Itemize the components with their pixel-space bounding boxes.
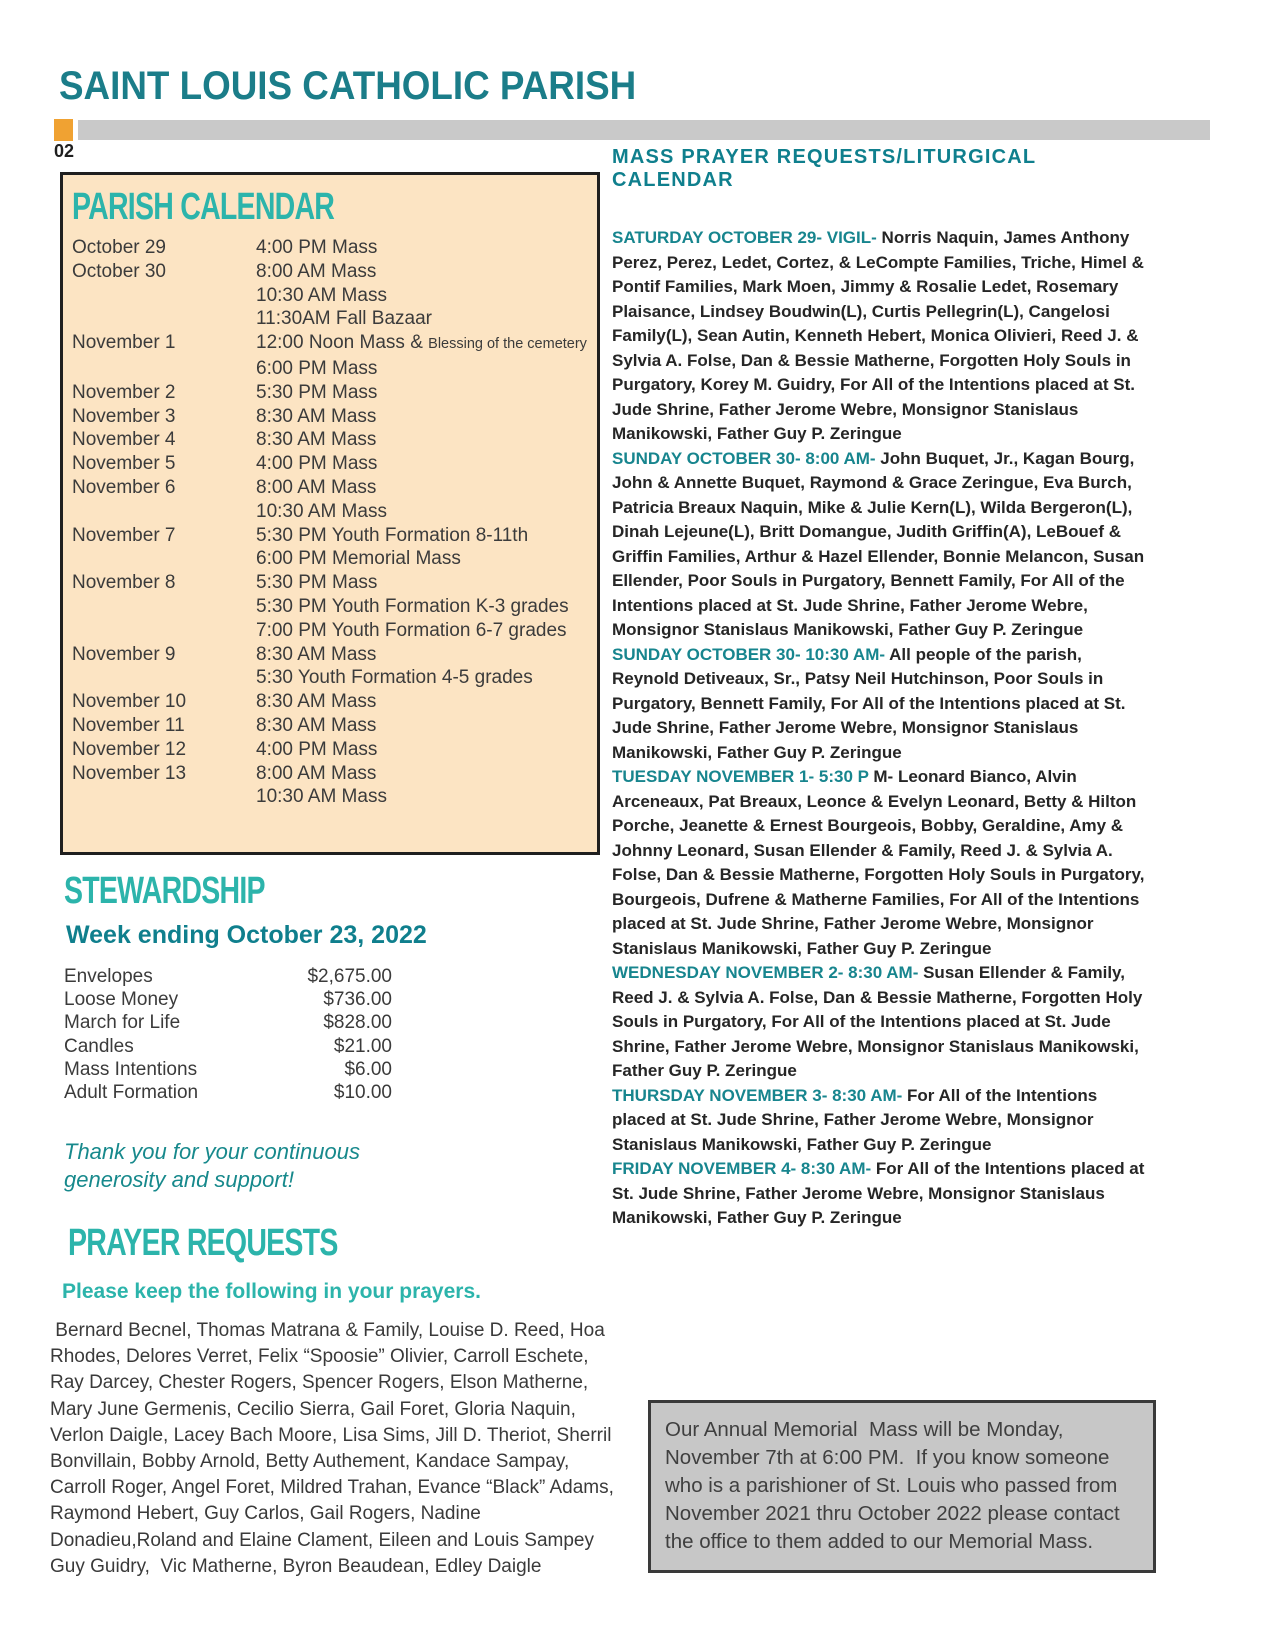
calendar-entry xyxy=(72,381,589,405)
mass-request-names: For All of the Intentions placed at St. Jude Shrine, Father Jerome Webre, Monsignor Stanislaus Manikowski, Father Guy P. Zeringue xyxy=(612,1159,1145,1227)
mass-request-entry xyxy=(612,447,1152,643)
calendar-entry xyxy=(72,571,589,642)
thank-you-note: Thank you for your continuous generosity and support! xyxy=(64,1139,360,1192)
mass-request-entry xyxy=(612,765,1152,961)
calendar-date: November 6 xyxy=(72,476,176,498)
memorial-mass-notice: Our Annual Memorial Mass will be Monday, November 7th at 6:00 PM. If you know someone who is a parishioner of St. Louis who passed from November 2021 thru October 2022 please contact the office to them added to our Memorial Mass. xyxy=(648,1400,1156,1573)
calendar-event: 11:30AM Fall Bazaar xyxy=(256,308,433,330)
page-title: SAINT LOUIS CATHOLIC PARISH xyxy=(59,64,637,108)
calendar-event: 6:00 PM Mass xyxy=(256,357,378,379)
calendar-event: 8:30 AM Mass xyxy=(256,643,377,665)
calendar-event: 5:30 PM Youth Formation 8-11th xyxy=(256,524,529,546)
mass-request-date-label: WEDNESDAY NOVEMBER 2- 8:30 AM- xyxy=(612,963,919,982)
mass-request-names: For All of the Intentions placed at St. Jude Shrine, Father Jerome Webre, Monsignor Stanislaus Manikowski, Father Guy P. Zeringue xyxy=(612,1085,1098,1154)
calendar-entry xyxy=(72,405,589,429)
page-number: 02 xyxy=(54,141,75,161)
calendar-date: November 8 xyxy=(72,572,176,594)
calendar-events xyxy=(256,714,589,738)
calendar-date: November 9 xyxy=(72,643,176,665)
calendar-entry xyxy=(72,643,589,691)
stewardship-row xyxy=(64,988,392,1011)
prayer-requests-subtitle: Please keep the following in your prayers. xyxy=(62,1280,481,1303)
calendar-events xyxy=(256,738,589,762)
mass-request-names: Susan Ellender & Family, Reed J. & Sylvia A. Folse, Dan & Bessie Matherne, Forgotten Holy Souls in Purgatory, For All of the Intentions placed at St. Jude Shrine, Father Jerome Webre, Monsignor Stanislaus Manikowski, Father Guy P. Zeringue xyxy=(612,963,1143,1080)
calendar-events xyxy=(256,571,589,642)
stewardship-row xyxy=(64,1081,392,1104)
calendar-event: 4:00 PM Mass xyxy=(256,453,378,475)
calendar-date: November 7 xyxy=(72,524,176,546)
parish-calendar-title: PARISH CALENDAR xyxy=(72,186,335,228)
stewardship-week: Week ending October 23, 2022 xyxy=(66,921,427,949)
stewardship-label: Envelopes xyxy=(64,966,153,987)
mass-request-date-label: SUNDAY OCTOBER 30- 10:30 AM- xyxy=(612,644,886,664)
mass-request-entry xyxy=(612,1084,1152,1158)
prayer-requests-names: Bernard Becnel, Thomas Matrana & Family, Louise D. Reed, Hoa Rhodes, Delores Verret, Felix “Spoosie” Olivier, Carroll Eschete, Ray Darcey, Chester Rogers, Spencer Rogers, Elson Matherne, Mary June Germenis, Cecilio Sierra, Gail Foret, Gloria Naquin, Verlon Daigle, Lacey Bach Moore, Lisa Sims, Jill D. Theriot, Sherril Bonvillain, Bobby Arnold, Betty Authement, Kandace Sampay, Carroll Roger, Angel Foret, Mildred Trahan, Evance “Black” Adams, Raymond Hebert, Guy Carlos, Gail Rogers, Nadine Donadieu,Roland and Elaine Clament, Eileen and Louis Sampey Guy Guidry, Vic Matherne, Byron Beaudean, Edley Daigle xyxy=(50,1320,620,1577)
stewardship-amount: $21.00 xyxy=(333,1035,392,1057)
stewardship-amount: $10.00 xyxy=(333,1082,392,1104)
stewardship-amount: $6.00 xyxy=(344,1058,392,1080)
calendar-date: November 1 xyxy=(72,332,176,354)
prayer-requests-title: PRAYER REQUESTS xyxy=(68,1222,338,1264)
calendar-event: 8:30 AM Mass xyxy=(256,714,377,736)
calendar-date: November 12 xyxy=(72,738,187,760)
calendar-events xyxy=(256,762,589,810)
mass-request-date-label: TUESDAY NOVEMBER 1- 5:30 P xyxy=(612,767,869,786)
calendar-event: 12:00 Noon Mass & Blessing of the cemetery xyxy=(256,332,587,354)
calendar-date: October 29 xyxy=(72,237,166,258)
calendar-event: 8:30 AM Mass xyxy=(256,691,377,713)
calendar-entry xyxy=(72,260,589,331)
calendar-entry xyxy=(72,428,589,452)
calendar-events xyxy=(256,643,589,691)
calendar-event: 8:00 AM Mass xyxy=(256,476,377,498)
mass-request-entry xyxy=(612,1157,1152,1231)
calendar-date: November 10 xyxy=(72,691,187,713)
calendar-event: 6:00 PM Memorial Mass xyxy=(256,548,461,570)
calendar-event: 8:30 AM Mass xyxy=(256,405,377,427)
calendar-entry xyxy=(72,690,589,714)
stewardship-amount: $2,675.00 xyxy=(307,966,392,987)
stewardship-row xyxy=(64,1058,392,1081)
calendar-entry xyxy=(72,714,589,738)
stewardship-row xyxy=(64,1011,392,1034)
calendar-entry xyxy=(72,236,589,260)
mass-request-date-label: SUNDAY OCTOBER 30- 8:00 AM- xyxy=(612,448,876,468)
calendar-events xyxy=(256,690,589,714)
stewardship-label: Mass Intentions xyxy=(64,1058,198,1080)
calendar-event: 8:00 AM Mass xyxy=(256,762,377,784)
divider-bar xyxy=(78,120,1210,140)
mass-request-entry xyxy=(612,961,1152,1084)
calendar-events xyxy=(256,236,589,260)
calendar-entry xyxy=(72,452,589,476)
calendar-event: 10:30 AM Mass xyxy=(256,284,387,306)
stewardship-label: Loose Money xyxy=(64,989,179,1011)
calendar-event: 7:00 PM Youth Formation 6-7 grades xyxy=(256,619,567,641)
calendar-event: 5:30 Youth Formation 4-5 grades xyxy=(256,667,533,689)
calendar-table xyxy=(72,236,589,809)
mass-request-names: John Buquet, Jr., Kagan Bourg, John & Annette Buquet, Raymond & Grace Zeringue, Eva Burch, Patricia Breaux Naquin, Mike & Julie Kern(L), Wilda Bergeron(L), Dinah Lejeune(L), Britt Domangue, Judith Griffin(A), LeBouef & Griffin Families, Arthur & Hazel Ellender, Bonnie Melancon, Susan Ellender, Poor Souls in Purgatory, Bennett Family, For All of the Intentions placed at St. Jude Shrine, Father Jerome Webre, Monsignor Stanislaus Manikowski, Father Guy P. Zeringue xyxy=(612,448,1145,639)
calendar-event-note: Blessing of the cemetery xyxy=(428,336,587,353)
stewardship-title: STEWARDSHIP xyxy=(64,870,265,912)
calendar-date: November 5 xyxy=(72,453,176,475)
stewardship-row xyxy=(64,1035,392,1058)
mass-requests-heading: MASS PRAYER REQUESTS/LITURGICAL CALENDAR xyxy=(612,146,1036,191)
calendar-event: 8:00 AM Mass xyxy=(256,260,377,282)
calendar-events xyxy=(256,260,589,331)
calendar-events xyxy=(256,428,589,452)
stewardship-amount: $828.00 xyxy=(323,1012,392,1034)
mass-request-date-label: FRIDAY NOVEMBER 4- 8:30 AM- xyxy=(612,1159,872,1178)
calendar-event: 4:00 PM Mass xyxy=(256,237,378,258)
calendar-entry xyxy=(72,738,589,762)
calendar-event: 5:30 PM Mass xyxy=(256,381,378,403)
calendar-date: October 30 xyxy=(72,260,166,282)
stewardship-label: Adult Formation xyxy=(64,1082,199,1104)
calendar-events xyxy=(256,476,589,524)
mass-request-date-label: SATURDAY OCTOBER 29- VIGIL- xyxy=(612,228,877,247)
mass-request-entry xyxy=(612,643,1152,766)
calendar-event: 10:30 AM Mass xyxy=(256,500,387,522)
calendar-entry xyxy=(72,476,589,524)
calendar-date: November 2 xyxy=(72,381,176,403)
calendar-events xyxy=(256,331,589,381)
calendar-events xyxy=(256,452,589,476)
accent-square xyxy=(54,119,73,141)
calendar-entry xyxy=(72,762,589,810)
calendar-date: November 3 xyxy=(72,405,176,427)
stewardship-section xyxy=(64,870,534,1104)
calendar-event: 10:30 AM Mass xyxy=(256,786,387,808)
mass-requests-list xyxy=(612,226,1152,1231)
stewardship-label: March for Life xyxy=(64,1012,181,1034)
calendar-entry xyxy=(72,524,589,572)
calendar-event: 8:30 AM Mass xyxy=(256,429,377,451)
calendar-event: 5:30 PM Youth Formation K-3 grades xyxy=(256,595,569,617)
stewardship-amount: $736.00 xyxy=(323,989,392,1011)
mass-request-names: All people of the parish, Reynold Detiveaux, Sr., Patsy Neil Hutchinson, Poor Souls in Purgatory, Bennett Family, For All of the Intentions placed at St. Jude Shrine, Father Jerome Webre, Monsignor Stanislaus Manikowski, Father Guy P. Zeringue xyxy=(612,644,1126,762)
parish-calendar-box xyxy=(60,172,600,855)
calendar-entry xyxy=(72,331,589,381)
stewardship-table xyxy=(64,965,392,1104)
calendar-date: November 11 xyxy=(72,714,185,736)
stewardship-label: Candles xyxy=(64,1035,134,1057)
mass-request-entry xyxy=(612,226,1152,447)
mass-request-names: M- Leonard Bianco, Alvin Arceneaux, Pat Breaux, Leonce & Evelyn Leonard, Betty & Hilton Porche, Jeanette & Ernest Bourgeois, Bobby, Geraldine, Amy & Johnny Leonard, Susan Ellender & Family, Reed J. & Sylvia A. Folse, Dan & Bessie Matherne, Forgotten Holy Souls in Purgatory, Bourgeois, Dufrene & Matherne Families, For All of the Intentions placed at St. Jude Shrine, Father Jerome Webre, Monsignor Stanislaus Manikowski, Father Guy P. Zeringue xyxy=(612,767,1145,958)
calendar-events xyxy=(256,524,589,572)
calendar-date: November 4 xyxy=(72,429,176,451)
calendar-date: November 13 xyxy=(72,762,187,784)
calendar-events xyxy=(256,381,589,405)
calendar-event: 4:00 PM Mass xyxy=(256,738,378,760)
calendar-event: 5:30 PM Mass xyxy=(256,572,378,594)
mass-request-names: Norris Naquin, James Anthony Perez, Perez, Ledet, Cortez, & LeCompte Families, Triche, Himel & Pontif Families, Mark Moen, Jimmy & Rosalie Ledet, Rosemary Plaisance, Lindsey Boudwin(L), Curtis Pellegrin(L), Cangelosi Family(L), Sean Autin, Kenneth Hebert, Monica Olivieri, Reed J. & Sylvia A. Folse, Dan & Bessie Matherne, Forgotten Holy Souls in Purgatory, Korey M. Guidry, For All of the Intentions placed at St. Jude Shrine, Father Jerome Webre, Monsignor Stanislaus Manikowski, Father Guy P. Zeringue xyxy=(612,228,1144,443)
calendar-events xyxy=(256,405,589,429)
mass-request-date-label: THURSDAY NOVEMBER 3- 8:30 AM- xyxy=(612,1085,903,1105)
stewardship-row xyxy=(64,965,392,988)
